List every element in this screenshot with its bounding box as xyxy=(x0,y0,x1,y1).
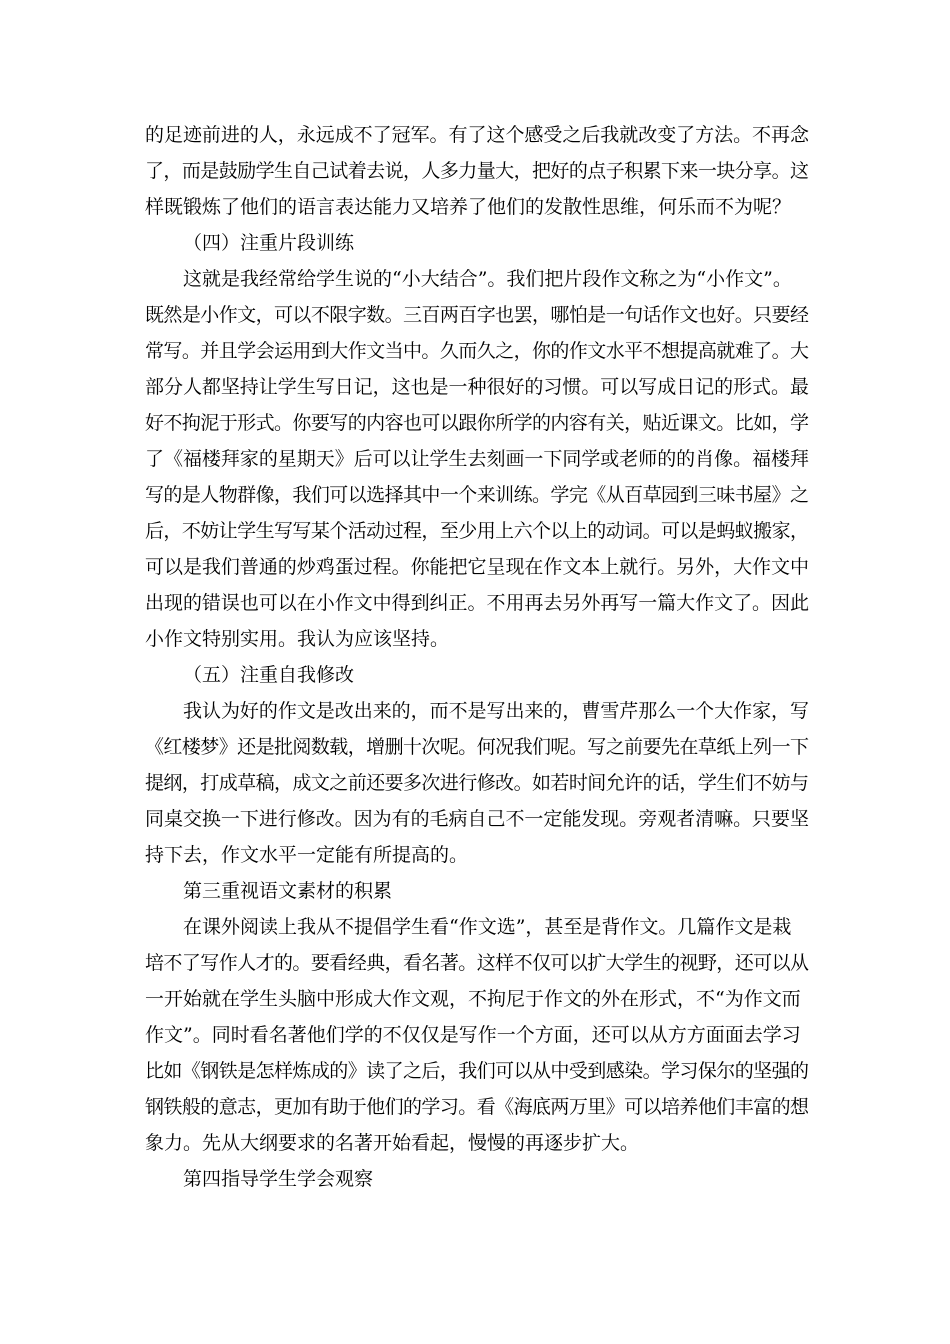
section-heading: （五）注重自我修改 xyxy=(183,664,355,686)
text-line: 作文”。同时看名著他们学的不仅仅是写作一个方面，还可以从方方面面去学习 xyxy=(145,1024,801,1046)
section-heading: 第三重视语文素材的积累 xyxy=(183,880,393,902)
text-line: 同桌交换一下进行修改。因为有的毛病自己不一定能发现。旁观者清嘛。只要坚 xyxy=(145,808,809,830)
text-line: 象力。先从大纲要求的名著开始看起，慢慢的再逐步扩大。 xyxy=(145,1132,640,1154)
text-line: 《红楼梦》还是批阅数载，增删十次呢。何况我们呢。写之前要先在草纸上列一下 xyxy=(145,736,809,758)
text-line: 持下去，作文水平一定能有所提高的。 xyxy=(145,844,469,866)
text-line: 在课外阅读上我从不提倡学生看“作文选”，甚至是背作文。几篇作文是栽 xyxy=(183,916,792,938)
section-heading: 第四指导学生学会观察 xyxy=(183,1168,374,1190)
text-line: 后，不妨让学生写写某个活动过程，至少用上六个以上的动词。可以是蚂蚁搬家， xyxy=(145,520,809,542)
text-line: 了《福楼拜家的星期天》后可以让学生去刻画一下同学或老师的的肖像。福楼拜 xyxy=(145,448,809,470)
text-line: 一开始就在学生头脑中形成大作文观，不拘尼于作文的外在形式，不“为作文而 xyxy=(145,988,801,1010)
text-line: 部分人都坚持让学生写日记，这也是一种很好的习惯。可以写成日记的形式。最 xyxy=(145,376,809,398)
section-heading: （四）注重片段训练 xyxy=(183,232,355,254)
text-line: 小作文特别实用。我认为应该坚持。 xyxy=(145,628,450,650)
text-line: 常写。并且学会运用到大作文当中。久而久之，你的作文水平不想提高就难了。大 xyxy=(145,340,809,362)
text-line: 我认为好的作文是改出来的，而不是写出来的，曹雪芹那么一个大作家，写 xyxy=(183,700,809,722)
text-line: 出现的错误也可以在小作文中得到纠正。不用再去另外再写一篇大作文了。因此 xyxy=(145,592,809,614)
text-line: 既然是小作文，可以不限字数。三百两百字也罢，哪怕是一句话作文也好。只要经 xyxy=(145,304,809,326)
text-line: 的足迹前进的人，永远成不了冠军。有了这个感受之后我就改变了方法。不再念 xyxy=(145,124,809,146)
text-line: 了，而是鼓励学生自己试着去说，人多力量大，把好的点子积累下来一块分享。这 xyxy=(145,160,809,182)
text-line: 提纲，打成草稿，成文之前还要多次进行修改。如若时间允许的话，学生们不妨与 xyxy=(145,772,809,794)
text-line: 钢铁般的意志，更加有助于他们的学习。看《海底两万里》可以培养他们丰富的想 xyxy=(145,1096,809,1118)
text-line: 比如《钢铁是怎样炼成的》读了之后，我们可以从中受到感染。学习保尔的坚强的 xyxy=(145,1060,809,1082)
text-line: 可以是我们普通的炒鸡蛋过程。你能把它呈现在作文本上就行。另外，大作文中 xyxy=(145,556,809,578)
text-line: 写的是人物群像，我们可以选择其中一个来训练。学完《从百草园到三味书屋》之 xyxy=(145,484,809,506)
text-line: 培不了写作人才的。要看经典，看名著。这样不仅可以扩大学生的视野，还可以从 xyxy=(145,952,809,974)
text-line: 好不拘泥于形式。你要写的内容也可以跟你所学的内容有关，贴近课文。比如，学 xyxy=(145,412,809,434)
text-line: 这就是我经常给学生说的“小大结合”。我们把片段作文称之为“小作文”。 xyxy=(183,268,792,290)
text-line: 样既锻炼了他们的语言表达能力又培养了他们的发散性思维，何乐而不为呢？ xyxy=(145,196,792,218)
